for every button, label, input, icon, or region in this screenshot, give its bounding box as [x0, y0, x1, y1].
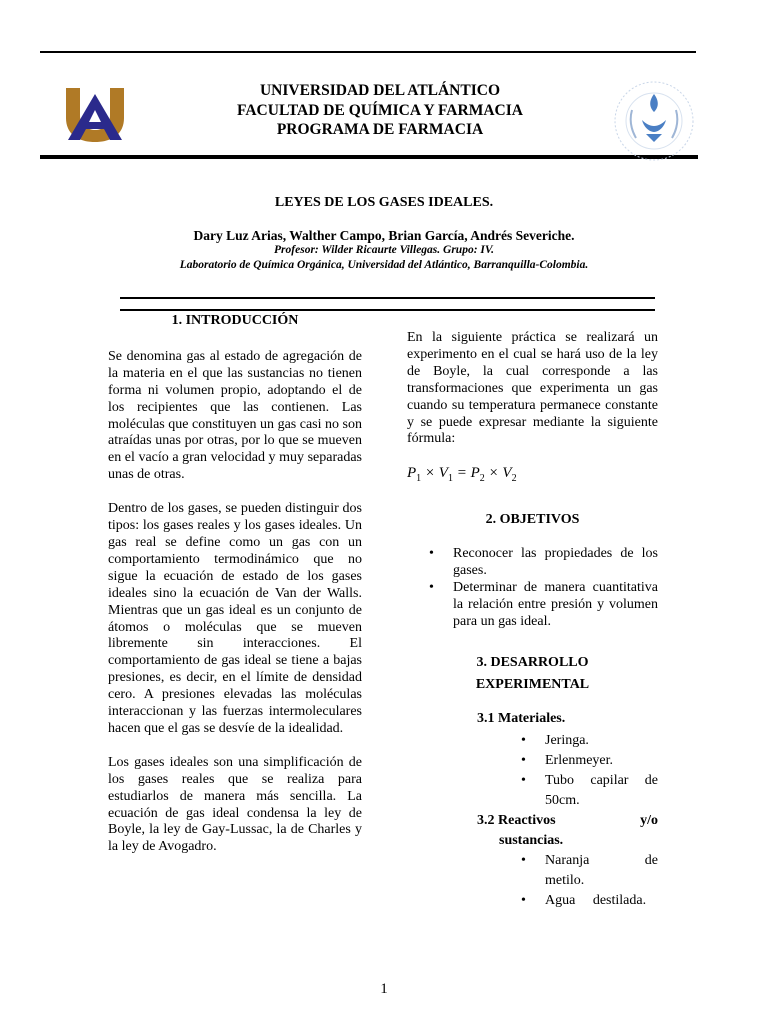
- objective-item-2: • Determinar de manera cuantitativa la relación entre presión y volumen para un gas ideal.: [427, 580, 658, 631]
- paper-professor: Profesor: Wilder Ricaurte Villegas. Grupo: IV.: [274, 244, 494, 256]
- paper-title: LEYES DE LOS GASES IDEALES.: [274, 195, 494, 210]
- university-header: [180, 81, 580, 140]
- header-university: UNIVERSIDAD DEL ATLÁNTICO: [259, 82, 500, 99]
- material-item: • Erlenmeyer.: [521, 751, 658, 771]
- page-number: 1: [380, 981, 388, 997]
- paper-lab: Laboratorio de Química Orgánica, Universidad del Atlántico, Barranquilla-Colombia.: [179, 259, 589, 271]
- boyle-formula: $P_1 \times V_1 = P_2 \times V_2$: [407, 465, 517, 485]
- reactivo-item: • Agua destilada.: [521, 891, 658, 911]
- university-seal: [612, 80, 696, 162]
- section-heading-objetivos: 2. OBJETIVOS: [485, 512, 580, 528]
- objective-item-1: • Reconocer las propiedades de los gases.: [427, 546, 658, 580]
- section-heading-desarrollo: 3. DESARROLLO EXPERIMENTAL: [475, 654, 590, 692]
- seal-flame-icon: [650, 94, 658, 112]
- header-bottom-rule: [40, 155, 698, 159]
- header-faculty: FACULTAD DE QUÍMICA Y FARMACIA: [237, 101, 523, 119]
- title-rule-bottom: [120, 309, 655, 311]
- right-column: [407, 330, 658, 911]
- intro-paragraph-4: En la siguiente práctica se realizará un experimento en el cual se hará uso de la ley de Boyle, la cual corresponde a las transformaciones que experimenta un gas cuando su temperatura permanece constante y se puede expresar mediante la siguiente fórmula:: [407, 330, 658, 447]
- intro-paragraph-1: Se denomina gas al estado de agregación de la materia en el que las sustancias no tienen forma ni volumen propio, adoptando el de los recipientes que las contienen. Las moléculas que constituyen un gas casi no son atraídas unas por otras, por lo que se mueven en el vacío a gran velocidad y muy separadas unas de otras.: [108, 348, 362, 483]
- reactivos-heading: 3.2 Reactivos y/o sustancias.: [477, 812, 658, 848]
- left-column: [108, 313, 362, 856]
- intro-paragraph-3: Los gases ideales son una simplificación de los gases reales que se realiza para estudiarlos de manera más sencilla. La ecuación de gas ideal condensa la ley de Boyle, la ley de Gay-Lussac, la de Charles y la ley de Avogadro.: [108, 754, 362, 855]
- title-rule-top: [120, 297, 655, 299]
- header-top-rule: [40, 51, 696, 53]
- material-item: • Tubo capilar de 50cm.: [521, 771, 658, 811]
- header-program: PROGRAMA DE FARMACIA: [276, 121, 484, 138]
- material-item: • Jeringa.: [521, 731, 658, 751]
- university-logo-ua: [62, 84, 128, 144]
- reactivo-item: • Naranja de metilo.: [521, 851, 658, 891]
- materiales-heading: 3.1 Materiales.: [477, 710, 566, 726]
- intro-paragraph-2: Dentro de los gases, se pueden distinguir dos tipos: los gases reales y los gases ideales. Un gas real se define como un gas con un comportamiento termodinámico que no sigue la ecuación de estado de los gases ideales sino la ecuación de Van der Walls. Mientras que un gas ideal es un conjunto de átomos o moléculas que se mueven libremente sin interacciones. El comportamiento de gas ideal se tiene a bajas presiones, es decir, en el límite de densidad cero. A presiones elevadas las moléculas interaccionan y las fuerzas intermoleculares hacen que el gas se desvíe de la idealidad.: [108, 501, 362, 736]
- section-heading-introduccion: 1. INTRODUCCIÓN: [171, 313, 299, 328]
- paper-authors: Dary Luz Arias, Walther Campo, Brian García, Andrés Severiche.: [193, 228, 575, 243]
